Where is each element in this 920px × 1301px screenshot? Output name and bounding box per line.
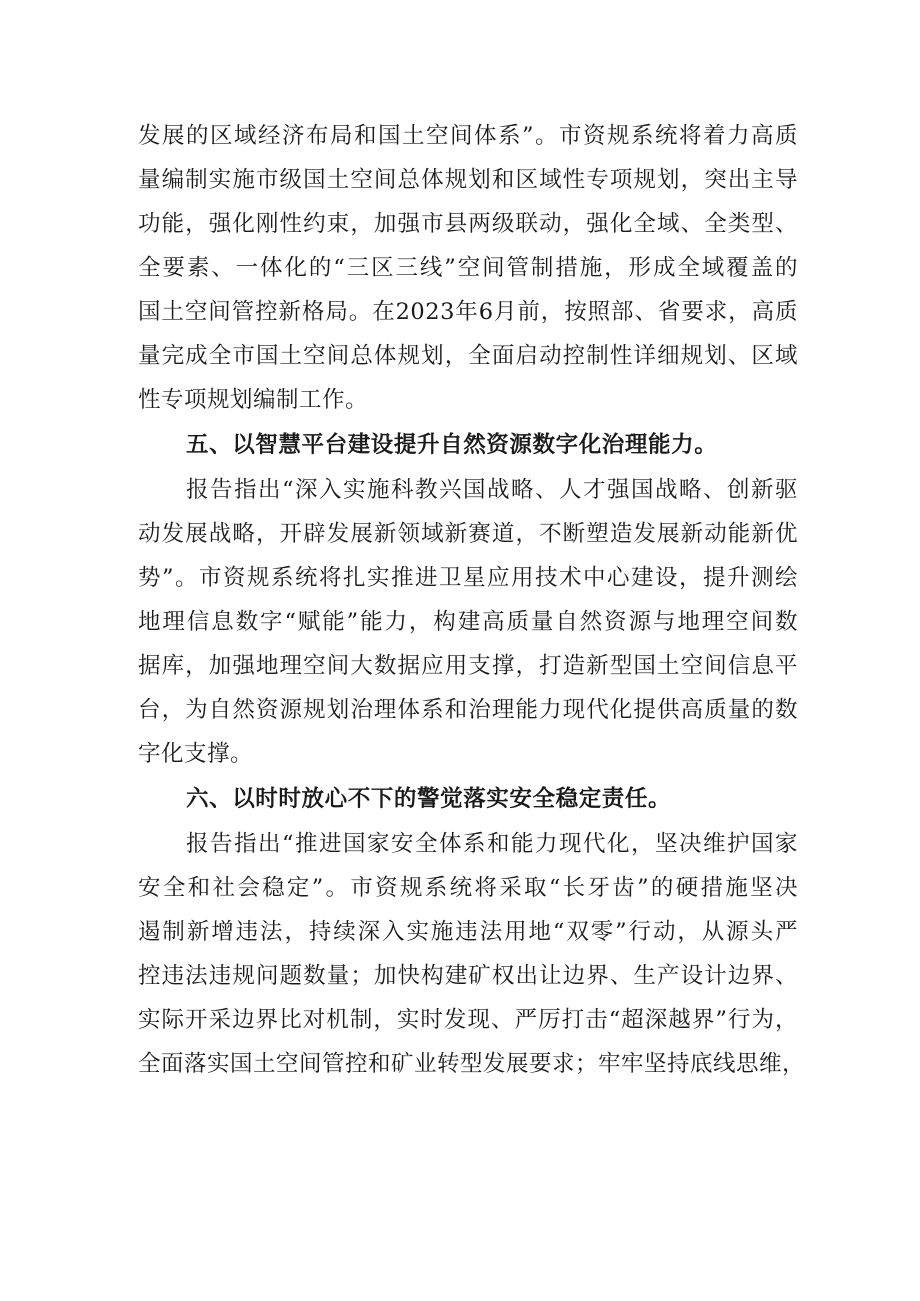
paragraph-line: 字化支撑。 [138,741,254,767]
paragraph-line: 地理信息数字“赋能”能力，构建高质量自然资源与地理空间数 [138,609,798,635]
paragraph-line: 实际开采边界比对机制，实时发现、严厉打击“超深越界”行为， [138,1007,798,1033]
paragraph-line: 国土空间管控新格局。在2023年6月前，按照部、省要求，高质 [138,299,798,325]
paragraph-line: 动发展战略，开辟发展新领域新赛道，不断塑造发展新动能新优 [138,521,798,547]
section-heading-5: 五、以智慧平台建设提升自然资源数字化治理能力。 [186,432,718,458]
paragraph-line: 控违法违规问题数量；加快构建矿权出让边界、生产设计边界、 [138,963,798,989]
paragraph-line: 量完成全市国土空间总体规划，全面启动控制性详细规划、区域 [138,343,798,369]
paragraph-line: 台，为自然资源规划治理体系和治理能力现代化提供高质量的数 [138,697,798,723]
paragraph-line: 遏制新增违法，持续深入实施违法用地“双零”行动，从源头严 [138,919,798,945]
paragraph-line: 报告指出“深入实施科教兴国战略、人才强国战略、创新驱 [186,477,798,503]
paragraph-line: 性专项规划编制工作。 [138,387,369,413]
paragraph-line: 量编制实施市级国土空间总体规划和区域性专项规划，突出主导 [138,167,798,193]
paragraph-line: 功能，强化刚性约束，加强市县两级联动，强化全域、全类型、 [138,211,798,237]
paragraph-line: 报告指出“推进国家安全体系和能力现代化，坚决维护国家 [186,831,798,857]
paragraph-line: 全要素、一体化的“三区三线”空间管制措施，形成全域覆盖的 [138,255,798,281]
paragraph-line: 安全和社会稳定”。市资规系统将采取“长牙齿”的硬措施坚决 [138,875,798,901]
paragraph-line: 据库，加强地理空间大数据应用支撑，打造新型国土空间信息平 [138,653,798,679]
paragraph-line: 势”。市资规系统将扎实推进卫星应用技术中心建设，提升测绘 [138,565,798,591]
section-heading-6: 六、以时时放心不下的警觉落实安全稳定责任。 [186,786,672,812]
paragraph-line: 发展的区域经济布局和国土空间体系”。市资规系统将着力高质 [138,123,798,149]
paragraph-line: 全面落实国土空间管控和矿业转型发展要求；牢牢坚持底线思维， [138,1051,806,1077]
